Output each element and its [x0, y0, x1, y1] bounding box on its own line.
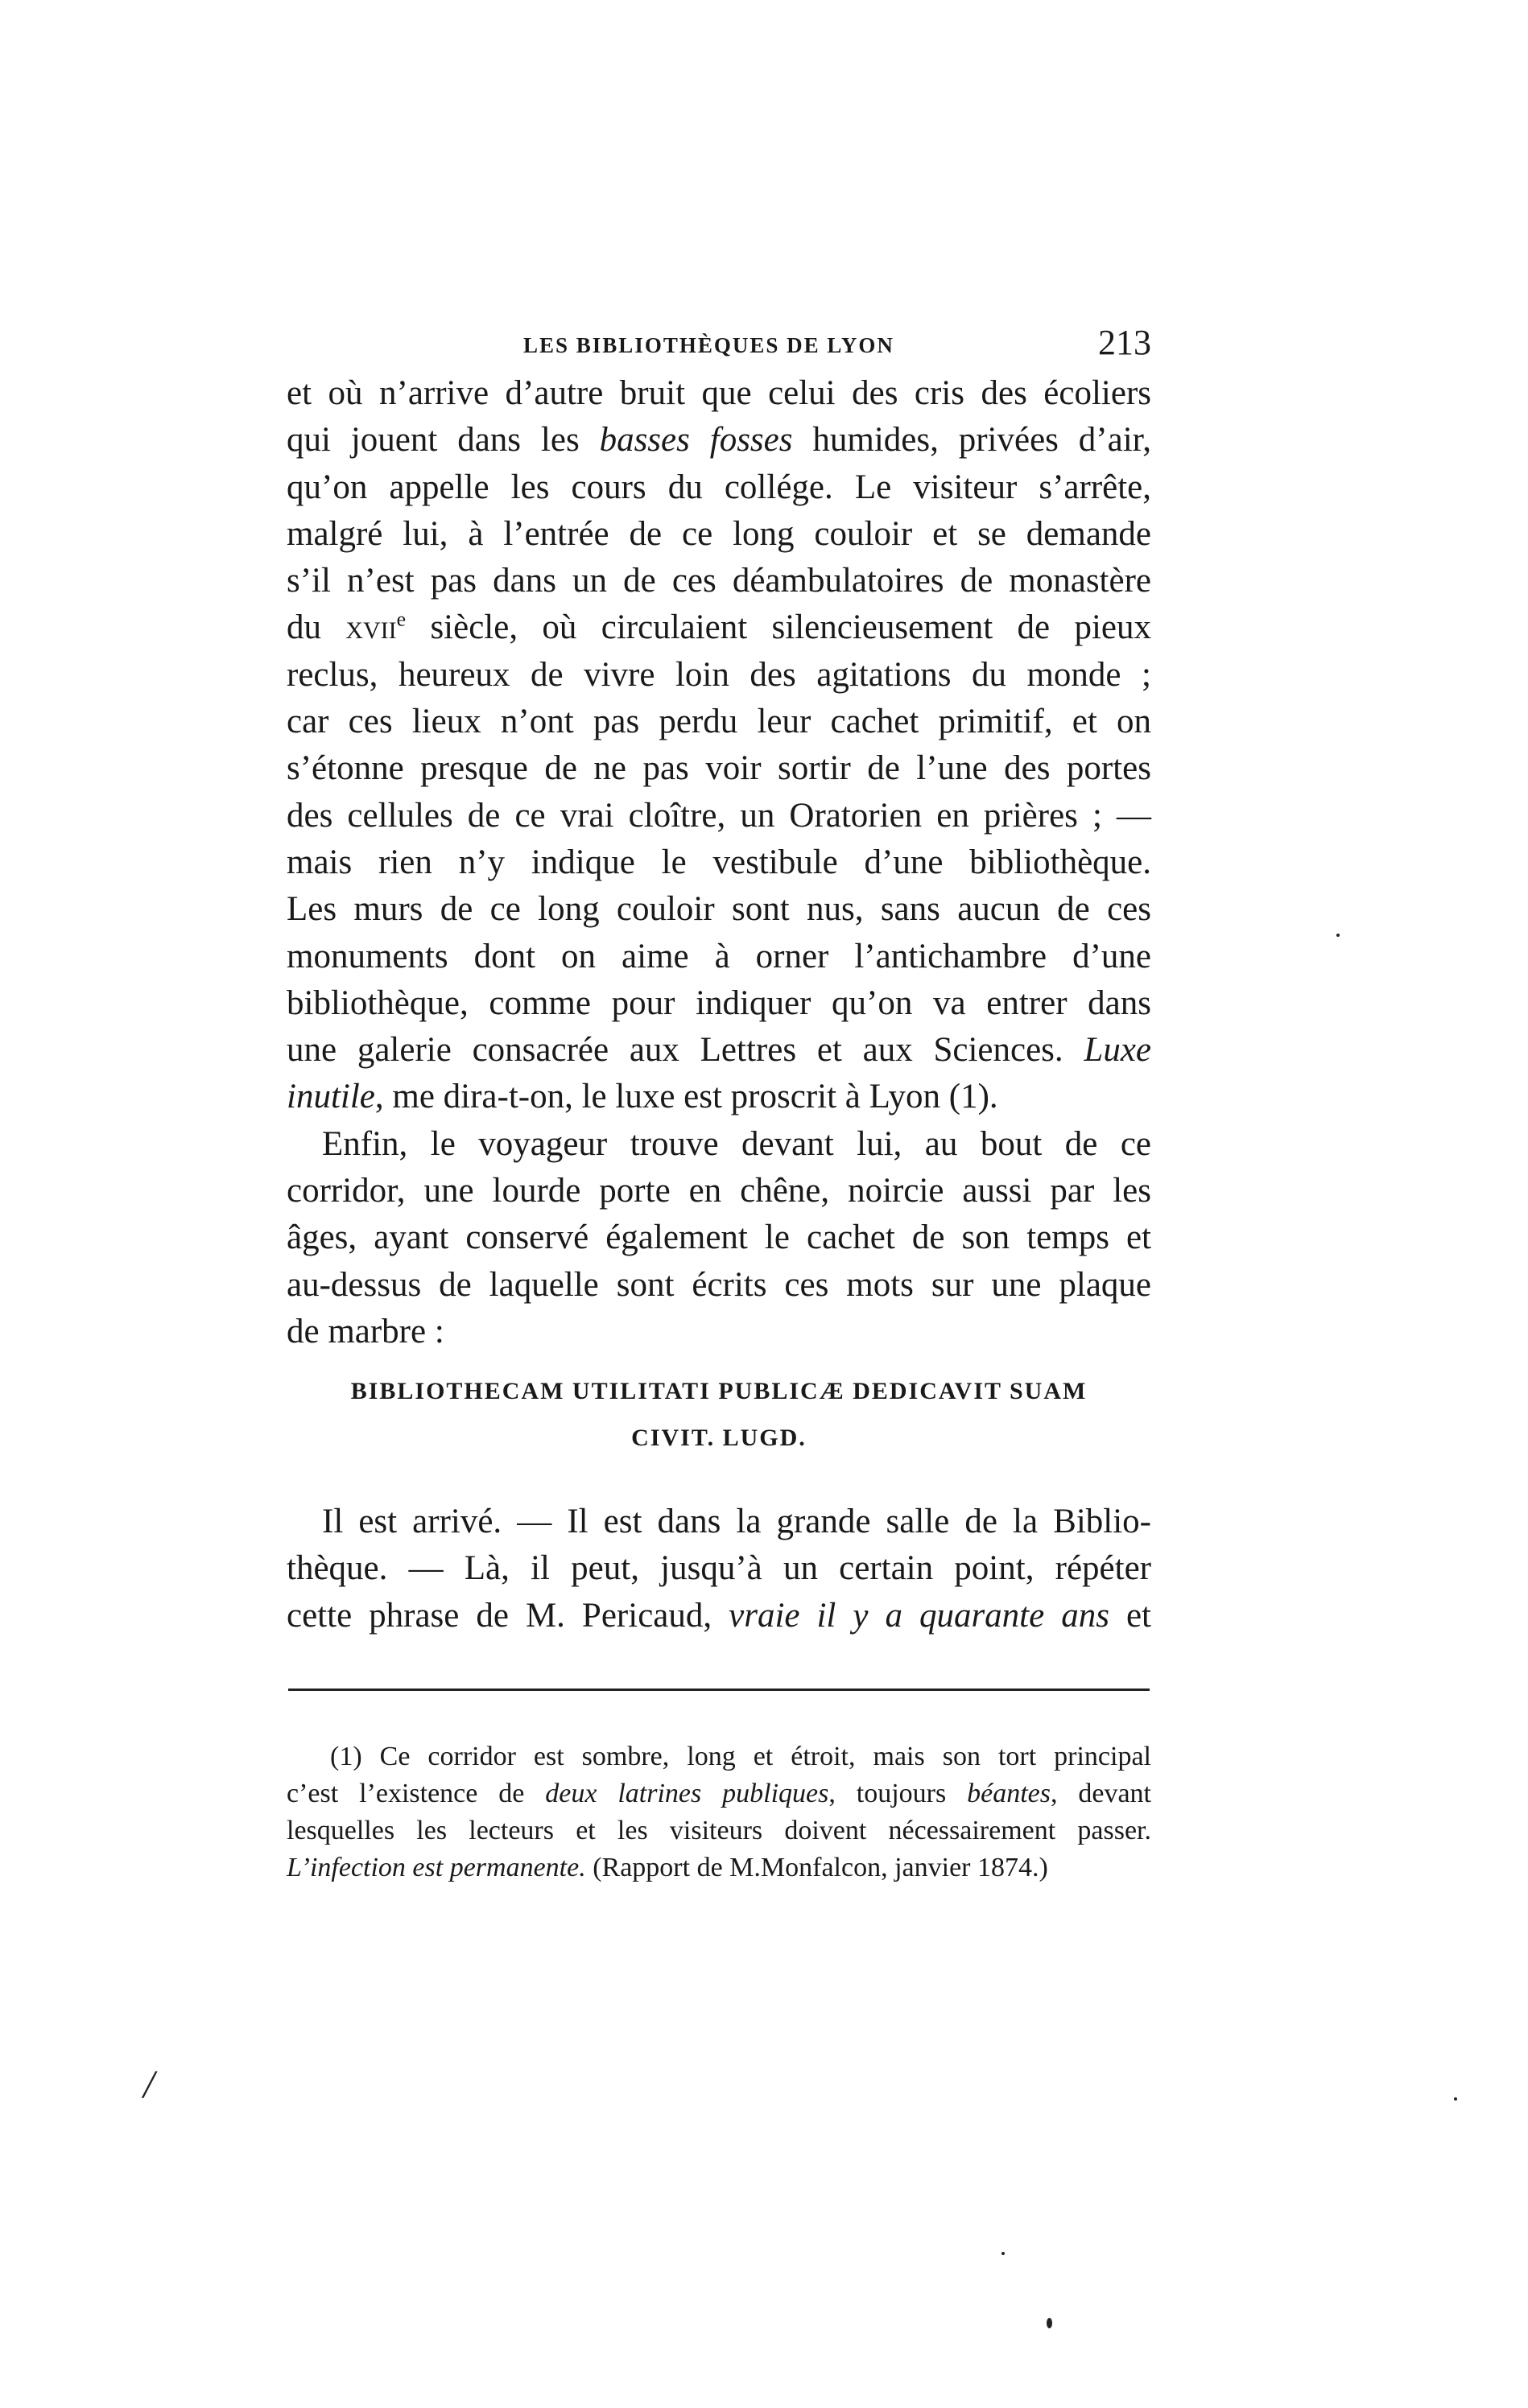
italic-text: Luxe: [1084, 1031, 1151, 1070]
inscription-line-1: BIBLIOTHECAM UTILITATI PUBLICÆ DEDICAVIT SUAM: [350, 1378, 1088, 1404]
text-run: corridor, une lourde porte en chêne, noircie aussi par les: [287, 1172, 1151, 1210]
paragraph-1-line: [287, 1168, 1151, 1214]
text-run: et où n’arrive d’autre bruit que celui des cris des écoliers: [287, 374, 1151, 412]
text-run: Il est arrivé. — Il est dans la grande salle de la Biblio-: [322, 1503, 1151, 1540]
footnote-line: [287, 1849, 1151, 1886]
paragraph-1-line: [287, 1214, 1151, 1261]
paragraph-1-line: [287, 699, 1151, 745]
paragraph-1-line: [287, 839, 1151, 886]
text-run: reclus, heureux de vivre loin des agitations du monde ;: [287, 655, 1151, 694]
text-run: monuments dont on aime à orner l’antichambre d’une: [287, 937, 1151, 975]
paragraph-1-line: [287, 511, 1151, 558]
text-run: mais rien n’y indique le vestibule d’une bibliothèque.: [287, 843, 1151, 881]
text-run: siècle, où circulaient silencieusement de pieux: [406, 608, 1151, 647]
paragraph-1-line: [287, 980, 1151, 1027]
footnote: [287, 1738, 1151, 1886]
ink-speck: [1454, 2097, 1457, 2101]
footnote-separator: [288, 1688, 1150, 1691]
paragraph-1-line: [287, 604, 1151, 651]
text-run: c’est l’existence de: [287, 1779, 546, 1808]
text-run: qui jouent dans les: [287, 421, 600, 460]
text-run: qu’on appelle les cours du collége. Le visiteur s’arrête,: [287, 468, 1151, 506]
page-header: [523, 322, 1151, 370]
inscription-line-2: CIVIT. LUGD.: [631, 1425, 807, 1451]
ink-speck: [1336, 934, 1340, 937]
text-run: des cellules de ce vrai cloître, un Oratorien en prières ; —: [287, 796, 1151, 835]
text-run: Les murs de ce long couloir sont nus, sans aucun de ces: [287, 890, 1151, 929]
paragraph-1-line: [287, 934, 1151, 980]
text-run: s’étonne presque de ne pas voir sortir de l’une des portes: [287, 749, 1151, 788]
italic-text: vraie il y a quarante ans: [729, 1596, 1109, 1635]
paragraph-1-line: [287, 464, 1151, 511]
text-run: car ces lieux n’ont pas perdu leur cachet primitif, et on: [287, 703, 1151, 741]
paragraph-1-line: [287, 1262, 1151, 1309]
text-run: thèque. — Là, il peut, jusqu’à un certain point, répéter: [287, 1549, 1151, 1588]
paragraph-1-line: [287, 793, 1151, 839]
text-run: xvii: [345, 608, 397, 647]
ink-speck: [1047, 2318, 1052, 2328]
footnote-line: [287, 1812, 1151, 1849]
text-run: de marbre :: [287, 1312, 444, 1350]
paragraph-1-line: [287, 370, 1151, 417]
text-run: Enfin, le voyageur trouve devant lui, au bout de ce: [322, 1124, 1151, 1163]
paragraph-1-line: [287, 1027, 1151, 1074]
text-run: bibliothèque, comme pour indiquer qu’on va entrer dans: [287, 983, 1151, 1022]
text-run: , me dira-t-on, le luxe est proscrit à Lyon (1).: [374, 1078, 998, 1116]
text-run: e: [396, 608, 407, 632]
paragraph-1-line: [287, 745, 1151, 792]
italic-text: béantes: [967, 1779, 1051, 1808]
paragraph-1-line: [287, 886, 1151, 933]
text-run: malgré lui, à l’entrée de ce long couloir et se demande: [287, 514, 1151, 553]
text-run: une galerie consacrée aux Lettres et aux Sciences.: [287, 1031, 1084, 1070]
text-run: (Rapport de M.Monfalcon, janvier 1874.): [585, 1853, 1048, 1882]
ink-speck: [1001, 2252, 1005, 2255]
page-number: 213: [1098, 323, 1151, 362]
paragraph-1-line: [287, 1121, 1151, 1168]
footnote-line: [287, 1775, 1151, 1812]
paragraph-1-line: [287, 652, 1151, 699]
text-run: du: [287, 608, 346, 647]
text-run: humides, privées d’air,: [792, 421, 1151, 460]
text-run: âges, ayant conservé également le cachet de son temps et: [287, 1218, 1151, 1257]
margin-pen-mark: /: [143, 2061, 155, 2106]
paragraph-1: [287, 370, 1151, 1355]
text-run: , toujours: [828, 1779, 968, 1808]
text-run: s’il n’est pas dans un de ces déambulatoires de monastère: [287, 562, 1151, 600]
italic-text: basses fosses: [599, 421, 793, 460]
paragraph-2: [287, 1499, 1151, 1639]
paragraph-1-line: [287, 558, 1151, 604]
text-run: cette phrase de M. Pericaud,: [287, 1596, 729, 1635]
text-run: au-dessus de laquelle sont écrits ces mots sur une plaque: [287, 1265, 1151, 1304]
paragraph-2-line: [287, 1499, 1151, 1545]
running-title: LES BIBLIOTHÈQUES DE LYON: [523, 333, 894, 357]
paragraph-1-line: [287, 417, 1151, 464]
italic-text: deux latrines publiques: [545, 1779, 829, 1808]
footnote-line: [287, 1738, 1151, 1775]
italic-text: inutile: [287, 1078, 375, 1116]
text-run: lesquelles les lecteurs et les visiteurs doivent nécessairement passer.: [287, 1816, 1151, 1845]
paragraph-1-line: [287, 1309, 1151, 1355]
text-run: , devant: [1050, 1779, 1151, 1808]
text-run: et: [1109, 1596, 1151, 1635]
marble-inscription: [287, 1368, 1151, 1462]
text-run: (1) Ce corridor est sombre, long et étroit, mais son tort principal: [330, 1742, 1151, 1771]
paragraph-1-line: [287, 1074, 1151, 1120]
paragraph-2-line: [287, 1545, 1151, 1592]
paragraph-2-line: [287, 1593, 1151, 1639]
italic-text: L’infection est permanente.: [287, 1853, 586, 1882]
